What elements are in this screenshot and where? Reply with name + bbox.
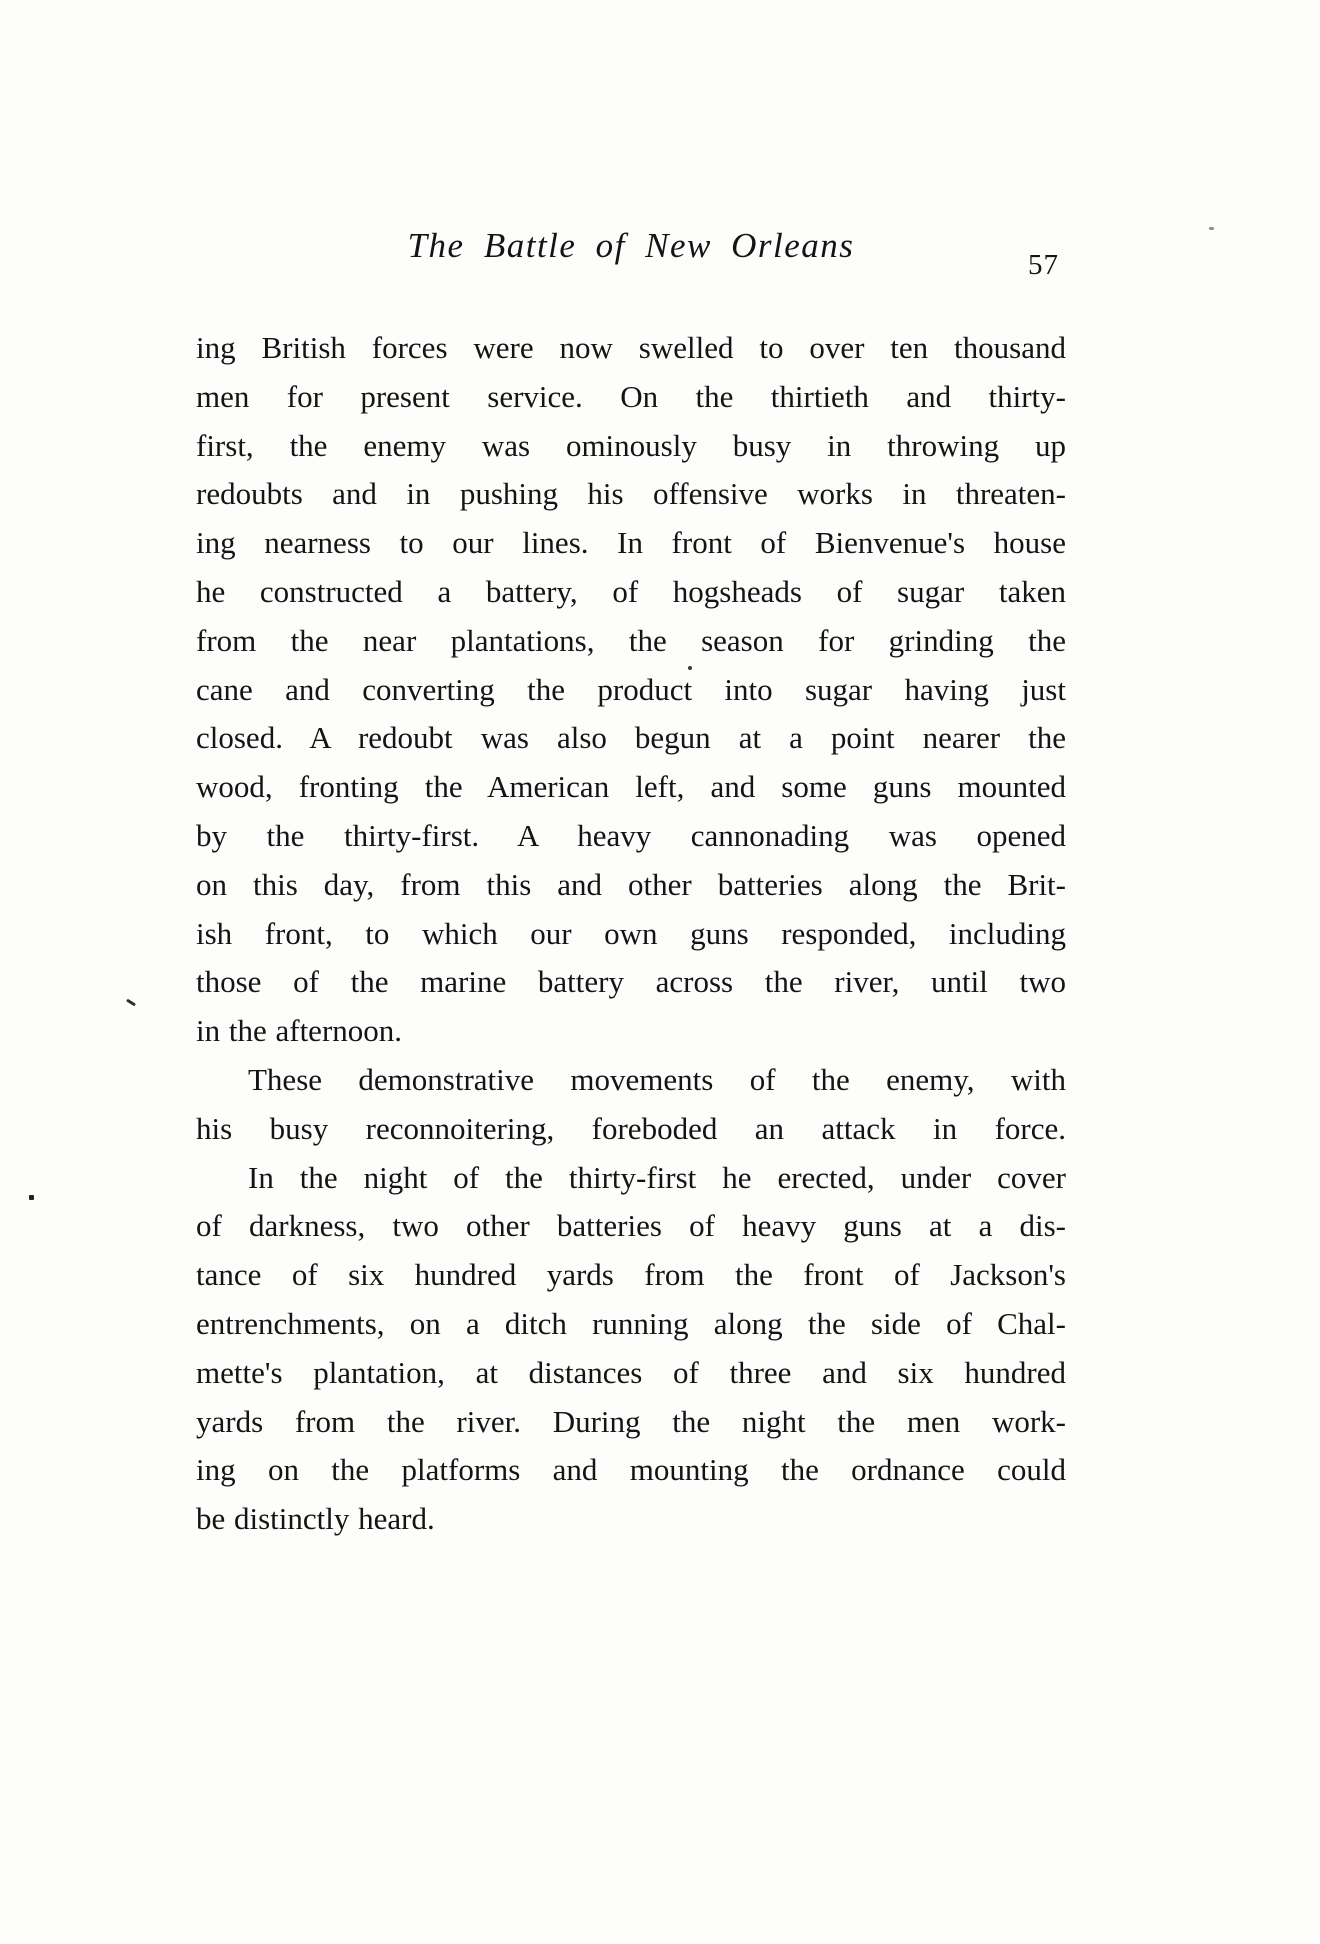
text-line: ing nearness to our lines. In front of Bienvenue's house bbox=[196, 525, 1066, 561]
running-header-title: The Battle of New Orleans bbox=[407, 226, 855, 265]
text-line paragraph-end: in the afternoon. bbox=[196, 1013, 403, 1049]
text-line: wood, fronting the American left, and some guns mounted bbox=[196, 769, 1066, 805]
text-line: mette's plantation, at distances of three and six hundred bbox=[196, 1354, 1066, 1390]
scan-speck bbox=[1209, 227, 1214, 230]
text-line: redoubts and in pushing his offensive works in threaten- bbox=[196, 476, 1066, 512]
text-line paragraph-end: be distinctly heard. bbox=[196, 1501, 435, 1537]
page-body-text bbox=[196, 324, 1066, 1544]
text-line paragraph-start: In the night of the thirty-first he erected, under cover bbox=[248, 1159, 1066, 1195]
text-line: from the near plantations, the season for grinding the bbox=[196, 622, 1066, 658]
text-line: entrenchments, on a ditch running along the side of Chal- bbox=[196, 1305, 1066, 1341]
text-line: cane and converting the product into sugar having just bbox=[196, 671, 1066, 707]
text-line: ing on the platforms and mounting the ordnance could bbox=[196, 1452, 1066, 1488]
text-line: closed. A redoubt was also begun at a point nearer the bbox=[196, 720, 1066, 756]
text-line: by the thirty-first. A heavy cannonading was opened bbox=[196, 817, 1066, 853]
text-line: he constructed a battery, of hogsheads of sugar taken bbox=[196, 573, 1066, 609]
text-line: first, the enemy was ominously busy in throwing up bbox=[196, 427, 1066, 463]
text-line: of darkness, two other batteries of heavy guns at a dis- bbox=[196, 1208, 1066, 1244]
text-line: on this day, from this and other batteries along the Brit- bbox=[196, 866, 1066, 902]
page-number: 57 bbox=[1028, 249, 1059, 281]
text-line paragraph-end: his busy reconnoitering, foreboded an attack in force. bbox=[196, 1110, 1066, 1146]
text-line: ing British forces were now swelled to over ten thousand bbox=[196, 330, 1066, 365]
text-line: yards from the river. During the night the men work- bbox=[196, 1403, 1066, 1439]
text-line: men for present service. On the thirtieth and thirty- bbox=[196, 378, 1066, 414]
text-line: those of the marine battery across the river, until two bbox=[196, 964, 1066, 1000]
scan-speck bbox=[29, 1195, 34, 1200]
scan-speck bbox=[688, 666, 692, 670]
text-line: tance of six hundred yards from the front of Jackson's bbox=[196, 1257, 1066, 1293]
text-line: ish front, to which our own guns responded, including bbox=[196, 915, 1066, 951]
text-line paragraph-start: These demonstrative movements of the enemy, with bbox=[248, 1061, 1066, 1097]
scan-speck bbox=[126, 999, 136, 1007]
